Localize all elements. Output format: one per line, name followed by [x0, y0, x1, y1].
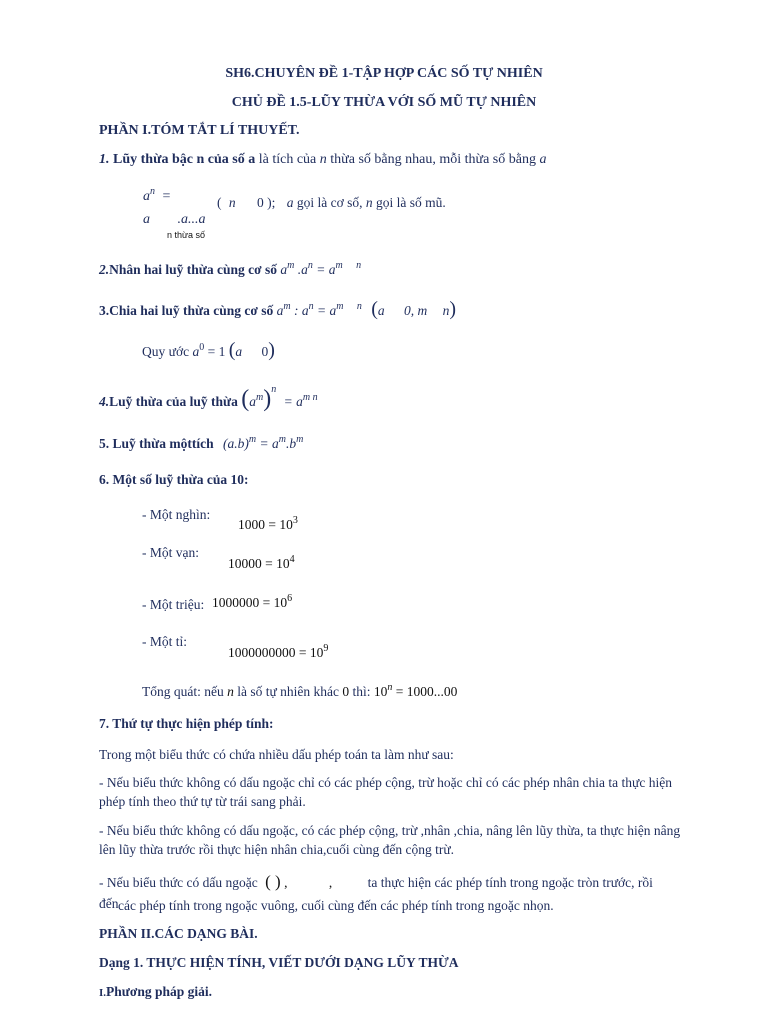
method-heading: [99, 984, 212, 1000]
s2-multiply: [99, 262, 361, 278]
f-equals: =: [162, 189, 171, 204]
s1-formula-lhs: [143, 186, 171, 205]
s4-lp: (: [241, 386, 250, 412]
conv-zero: 0: [199, 342, 205, 353]
s7-paragraph-1: Trong một biểu thức có chứa nhiều dấu phép toán ta làm như sau:: [99, 747, 454, 762]
p4-comma1: ,: [284, 875, 288, 890]
s3-heading: 3.Chia hai luỹ thừa cùng cơ số: [99, 303, 274, 318]
s6-r1-exp: 3: [292, 515, 298, 526]
s6-r4-label: - Một tỉ:: [142, 634, 188, 649]
s5-b: .b: [285, 436, 297, 451]
gen-n: n: [227, 684, 234, 699]
s1-heading: Lũy thừa bậc n của số a: [113, 152, 256, 167]
cond-text4: gọi là số mũ.: [376, 195, 446, 210]
s6-r4-value: [228, 645, 328, 661]
s1-definition: [99, 152, 546, 168]
s4-a: a: [249, 394, 256, 409]
s4-heading: Luỹ thừa của luỹ thừa: [109, 394, 238, 409]
s6-r4-val: 1000000000 = 10: [228, 645, 324, 660]
s7-heading: 7. Thứ tự thực hiện phép tính:: [99, 716, 274, 731]
s4-number: 4.: [99, 394, 110, 409]
s5-m3: m: [296, 434, 304, 445]
f-base: a: [143, 189, 150, 204]
s4-eq: = a: [283, 394, 303, 409]
s7-paragraph-4-line2-start: đến: [99, 896, 119, 911]
s3-n: n: [308, 301, 314, 312]
doc-subtitle: CHỦ ĐỀ 1.5-LŨY THỪA VỚI SỐ MŨ TỰ NHIÊN: [231, 95, 537, 110]
s1-formula-row2: [143, 212, 206, 228]
s2-m: m: [287, 260, 295, 271]
p4-text-b: ta thực hiện các phép tính trong ngoặc tròn trước, rồi: [367, 875, 653, 890]
gen-result: = 1000...00: [395, 684, 458, 699]
f-row2-product: .a...a: [177, 212, 206, 227]
s6-r2-exp: 4: [289, 554, 295, 565]
s3-cond-a: a: [377, 303, 385, 318]
s6-general: [142, 684, 457, 700]
s3-a: a: [276, 303, 284, 318]
conv-lp: (: [228, 339, 236, 361]
gen-text3: thì:: [352, 684, 371, 699]
part1-heading: PHẦN I.TÓM TẮT LÍ THUYẾT.: [99, 123, 300, 138]
p4-text-a: - Nếu biểu thức có dấu ngoặc: [99, 875, 258, 890]
f-exp: n: [150, 186, 155, 197]
method-label: Phương pháp giải.: [106, 984, 213, 999]
cond-a: a: [286, 195, 294, 210]
s7-paragraph-2: - Nếu biểu thức không có dấu ngoặc chỉ có các phép cộng, trừ hoặc chỉ có các phép nhân chia ta thực hiện phép tính theo thứ tự từ trái sang phải.: [99, 775, 672, 809]
s7-paragraph-4-line2: các phép tính trong ngoặc vuông, cuối cùng đến các phép tính trong ngoặc nhọn.: [118, 898, 554, 913]
s4-power-of-power: [99, 386, 318, 413]
s6-r2-value: [228, 556, 295, 572]
conv-a: a: [192, 344, 200, 359]
s3-colon-a: : a: [293, 303, 309, 318]
cond-n: n: [228, 195, 236, 210]
s4-rp: ): [263, 386, 272, 412]
s5-m: m: [248, 434, 257, 445]
s6-r1-value: [238, 517, 298, 533]
s1-var-a: a: [539, 152, 547, 167]
convention: [142, 339, 275, 362]
p4-comma2: ,: [328, 875, 333, 890]
s3-cond-n: n: [442, 303, 450, 318]
s4-mn: m n: [302, 392, 318, 403]
conv-eq: = 1: [207, 344, 226, 359]
s2-n: n: [307, 260, 313, 271]
cond-text3: gọi là cơ số,: [296, 195, 363, 210]
gen-text1: Tổng quát: nếu: [142, 684, 224, 699]
gen-ten: 10: [373, 684, 388, 699]
s6-r3-exp: 6: [287, 593, 293, 604]
f-row2-a: a: [143, 212, 150, 227]
s4-n: n: [271, 384, 277, 395]
s6-r1-val: 1000 = 10: [238, 517, 293, 532]
s1-text1: là tích của: [258, 152, 317, 167]
conv-rp: ): [268, 339, 275, 361]
conv-text: Quy ước: [142, 344, 190, 359]
s2-heading: Nhân hai luỹ thừa cùng cơ số: [109, 262, 277, 277]
s3-rp: ): [449, 298, 457, 320]
s5-heading: 5. Luỹ thừa mộttích: [99, 436, 214, 451]
s2-dot-a: .a: [297, 262, 308, 277]
s2-n2: n: [356, 260, 362, 271]
s1-formula-under: n thừa số: [167, 230, 206, 240]
s6-r2-label: - Một vạn:: [142, 545, 199, 560]
s1-var-n: n: [319, 152, 327, 167]
s3-m: m: [283, 301, 291, 312]
part2-heading: PHẦN II.CÁC DẠNG BÀI.: [99, 926, 258, 941]
dang1-heading: Dạng 1. THỰC HIỆN TÍNH, VIẾT DƯỚI DẠNG LŨY THỪA: [99, 955, 459, 970]
gen-zero: 0: [342, 684, 350, 699]
s2-m2: m: [335, 260, 343, 271]
s2-number: 2.: [99, 262, 110, 277]
s3-divide: [99, 298, 456, 321]
s6-r3-val: 1000000 = 10: [212, 595, 288, 610]
doc-title: SH6.CHUYÊN ĐỀ 1-TẬP HỢP CÁC SỐ TỰ NHIÊN: [225, 66, 543, 81]
s6-r4-exp: 9: [323, 643, 329, 654]
s7-paragraph-4-line1: [99, 872, 653, 892]
s3-m2: m: [336, 301, 344, 312]
s5-ab: (a.b): [222, 436, 249, 451]
s1-formula-cond: [217, 195, 446, 211]
s6-heading: 6. Một số luỹ thừa của 10:: [99, 472, 249, 487]
method-number: I.: [99, 987, 107, 999]
s3-cond-0m: 0, m: [404, 303, 428, 318]
s3-eq: = a: [316, 303, 337, 318]
s1-number: 1.: [99, 152, 110, 167]
s4-m: m: [255, 392, 264, 403]
s6-r3-value: [212, 595, 292, 611]
cond-lp: (: [217, 195, 222, 210]
s5-product-power: [99, 436, 303, 452]
s2-a: a: [280, 262, 288, 277]
gen-exp: n: [387, 682, 393, 693]
s5-m2: m: [278, 434, 286, 445]
cond-n2: n: [365, 195, 373, 210]
p4-round-brackets: ( ): [265, 872, 281, 891]
s7-paragraph-3: - Nếu biểu thức không có dấu ngoặc, có các phép cộng, trừ ,nhân ,chia, nâng lên lũy thừa, ta thực hiện nâng lên lũy thừa trước rồi thực hiện nhân chia,cuối cùng đến cộng trừ.: [99, 823, 681, 857]
cond-0: 0 );: [257, 195, 276, 210]
s6-r2-val: 10000 = 10: [228, 556, 290, 571]
s5-eq: = a: [259, 436, 279, 451]
gen-text2: là số tự nhiên khác: [237, 684, 340, 699]
s1-text2: thừa số bằng nhau, mỗi thừa số bằng: [330, 152, 536, 167]
conv-cond-0: 0: [261, 344, 269, 359]
s3-n2: n: [356, 301, 362, 312]
conv-cond-a: a: [235, 344, 243, 359]
s3-lp: (: [371, 298, 378, 320]
s6-r3-label: - Một triệu:: [142, 597, 205, 612]
s6-r1-label: - Một nghìn:: [142, 507, 211, 522]
s2-eq: = a: [316, 262, 336, 277]
